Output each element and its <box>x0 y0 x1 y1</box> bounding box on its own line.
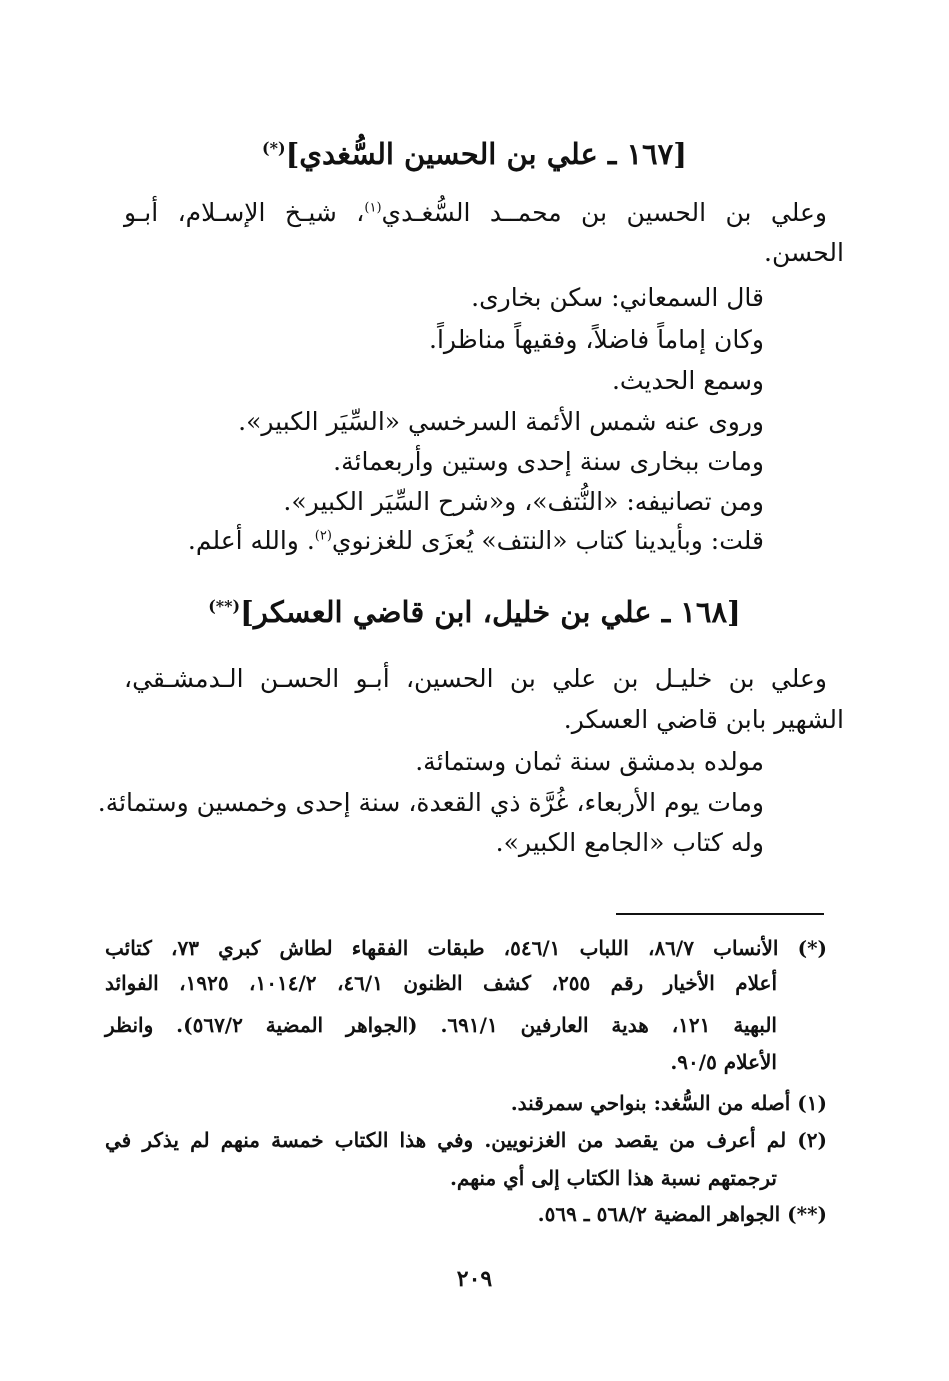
entry-168-line-3: مولده بدمشق سنة ثمان وستمائة. <box>415 747 764 776</box>
heading-footnote-marker: (**) <box>208 596 241 616</box>
entry-167-line-2: الحسن. <box>764 238 844 267</box>
footnote-double-star: (**) الجواهر المضية ٥٦٨/٢ ـ ٥٦٩. <box>537 1202 827 1226</box>
entry-167-line-1 <box>124 196 827 230</box>
footnote-ref: (٢) <box>314 528 332 544</box>
entry-168-line-5: وله كتاب «الجامع الكبير». <box>495 828 764 857</box>
heading-footnote-marker: (*) <box>262 138 286 158</box>
entry-heading-text: [١٦٧ ـ علي بن الحسين السُّغدي] <box>285 137 687 171</box>
footnote-2-line-1: (٢) لم أعرف من يقصد من الغزنويين. وفي هذا الكتاب خمسة منهم لم يذكر في <box>105 1128 827 1152</box>
entry-167-line-6: وروى عنه شمس الأئمة السرخسي «السِّيَر الكبير». <box>238 407 764 436</box>
footnote-star-line-2: أعلام الأخيار رقم ٢٥٥، كشف الظنون ٤٦/١، ١٠١٤/٢، ١٩٢٥، الفوائد <box>105 971 778 995</box>
footnote-ref: (١) <box>364 200 382 216</box>
footnote-2-line-2: ترجمتهم نسبة هذا الكتاب إلى أي منهم. <box>449 1166 777 1190</box>
page-number: ٢٠٩ <box>456 1266 493 1292</box>
entry-168-line-2: الشهير بابن قاضي العسكر. <box>563 705 844 734</box>
entry-167-line-8: ومن تصانيفه: «النُّتف»، و«شرح السِّيَر الكبير». <box>283 487 764 516</box>
entry-167-line-9 <box>104 524 764 558</box>
entry-heading-text: [١٦٨ ـ علي بن خليل، ابن قاضي العسكر] <box>240 595 741 629</box>
footnote-star-line-3: البهية ١٢١، هدية العارفين ٦٩١/١. (الجواهر المضية ٥٦٧/٢). وانظر <box>105 1013 777 1037</box>
entry-167-line-3: قال السمعاني: سكن بخارى. <box>471 283 764 312</box>
body-text: . والله أعلم. <box>187 526 315 555</box>
body-text: قلت: وبأيدينا كتاب «النتف» يُعزَى للغزنوي <box>331 526 764 555</box>
body-text: وعلي بن الحسين بن محمــد السُّغـدي <box>381 198 827 227</box>
footnote-1: (١) أصله من السُّغد: بنواحي سمرقند. <box>510 1091 827 1115</box>
entry-167-heading <box>100 134 849 174</box>
entry-168-line-1: وعلي بن خليـل بن علي بن الحسين، أبـو الحسـن الـدمشـقي، <box>124 664 827 693</box>
footnote-divider <box>616 913 824 915</box>
body-text: ، شيـخ الإسـلام، أبـو <box>124 198 365 227</box>
footnote-star-line-4: الأعلام ٩٠/٥. <box>670 1050 777 1074</box>
entry-167-line-4: وكان إماماً فاضلاً، وفقيهاً مناظراً. <box>429 325 764 354</box>
entry-167-line-5: وسمع الحديث. <box>611 366 764 395</box>
entry-168-heading <box>100 592 849 632</box>
footnote-star-line-1: (*) الأنساب ٨٦/٧، اللباب ٥٤٦/١، طبقات الفقهاء لطاش كبري ٧٣، كتائب <box>105 936 827 960</box>
entry-167-line-7: ومات ببخارى سنة إحدى وستين وأربعمائة. <box>333 447 764 476</box>
entry-168-line-4: ومات يوم الأربعاء، غُرَّة ذي القعدة، سنة إحدى وخمسين وستمائة. <box>97 788 764 817</box>
